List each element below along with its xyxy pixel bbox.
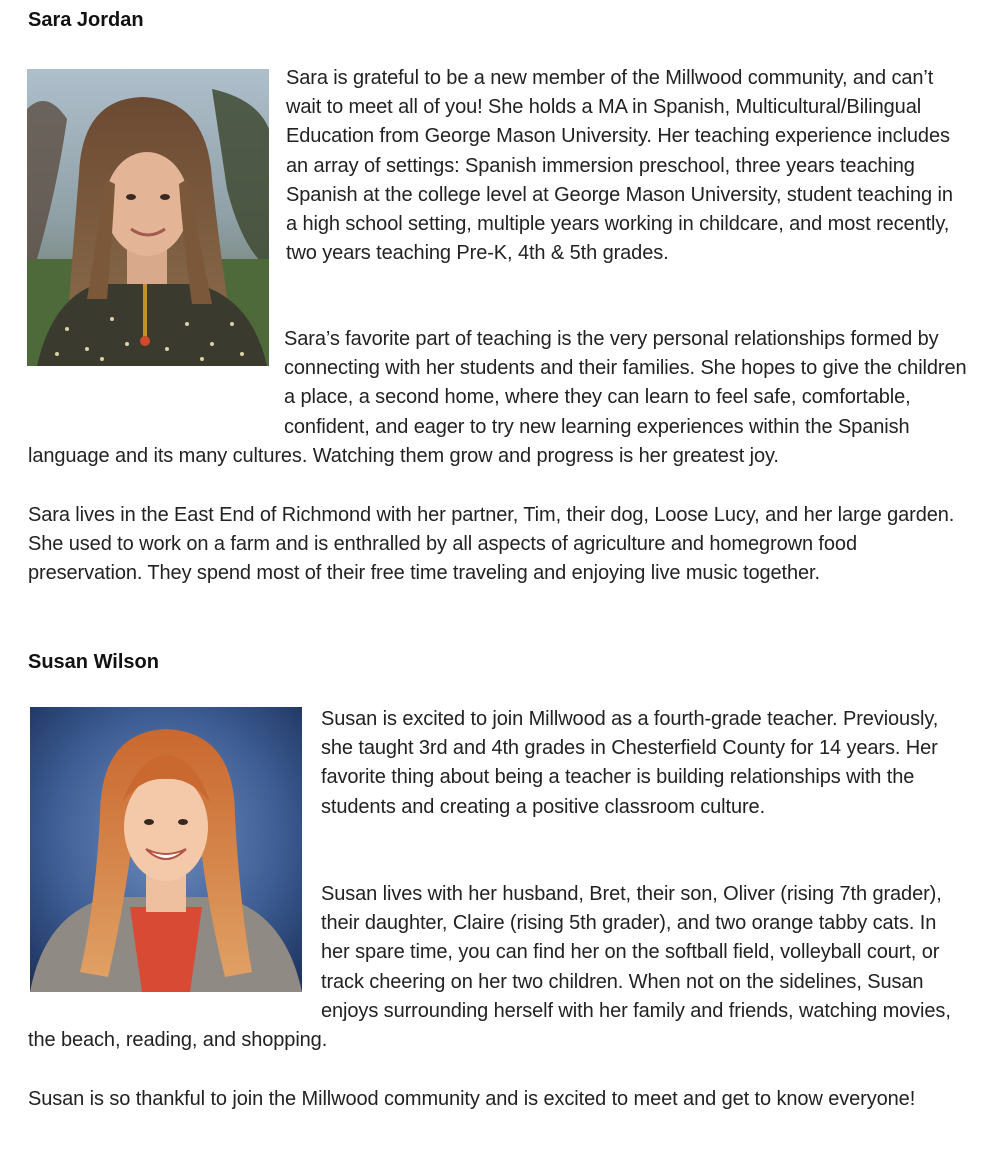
- sara-bio-paragraph-3: Sara lives in the East End of Richmond with her partner, Tim, their dog, Loose Lucy, and her large garden. She used to work on a farm and is enthralled by all aspects of agriculture and homegrown food preservation. They spend most of their free time traveling and enjoying live music together.: [28, 504, 955, 585]
- sara-bio-paragraph-2-wrap: [28, 325, 968, 471]
- profile-name-sara: Sara Jordan: [28, 9, 144, 31]
- profile-name-susan: Susan Wilson: [28, 651, 159, 673]
- sara-bio-paragraph-1: Sara is grateful to be a new member of the Millwood community, and can’t wait to meet all of you! She holds a MA in Spanish, Multicultural/Bilingual Education from George Mason University. Her teaching experience includes an array of settings: Spanish immersion preschool, three years teaching Spanish at the college level at George Mason University, student teaching in a high school setting, multiple years working in childcare, and most recently, two years teaching Pre-K, 4th & 5th grades.: [286, 67, 953, 265]
- susan-bio-paragraph-3: Susan is so thankful to join the Millwood community and is excited to meet and get to know everyone!: [28, 1088, 916, 1110]
- susan-bio-paragraph-2-wrap: [28, 880, 968, 1055]
- float-spacer: [28, 880, 321, 997]
- float-spacer: [28, 325, 284, 413]
- sara-bio-paragraph-2: Sara’s favorite part of teaching is the very personal relationships formed by connecting with her students and their families. She hopes to give the children a place, a second home, where they can learn to feel safe, comfortable, confident, and eager to try new learning experiences within the Spanish language and its many cultures. Watching them grow and progress is her greatest joy.: [28, 328, 967, 467]
- susan-bio-paragraph-2: Susan lives with her husband, Bret, their son, Oliver (rising 7th grader), their daughter, Claire (rising 5th grader), and two orange tabby cats. In her spare time, you can find her on the softball field, volleyball court, or track cheering on her two children. When not on the sidelines, Susan enjoys surrounding herself with her family and friends, watching movies, the beach, reading, and shopping.: [28, 883, 951, 1052]
- susan-bio-paragraph-1: Susan is excited to join Millwood as a fourth-grade teacher. Previously, she taught 3rd and 4th grades in Chesterfield County for 14 years. Her favorite thing about being a teacher is building relationships with the students and creating a positive classroom culture.: [321, 708, 939, 818]
- sara-portrait-photo: [27, 69, 269, 366]
